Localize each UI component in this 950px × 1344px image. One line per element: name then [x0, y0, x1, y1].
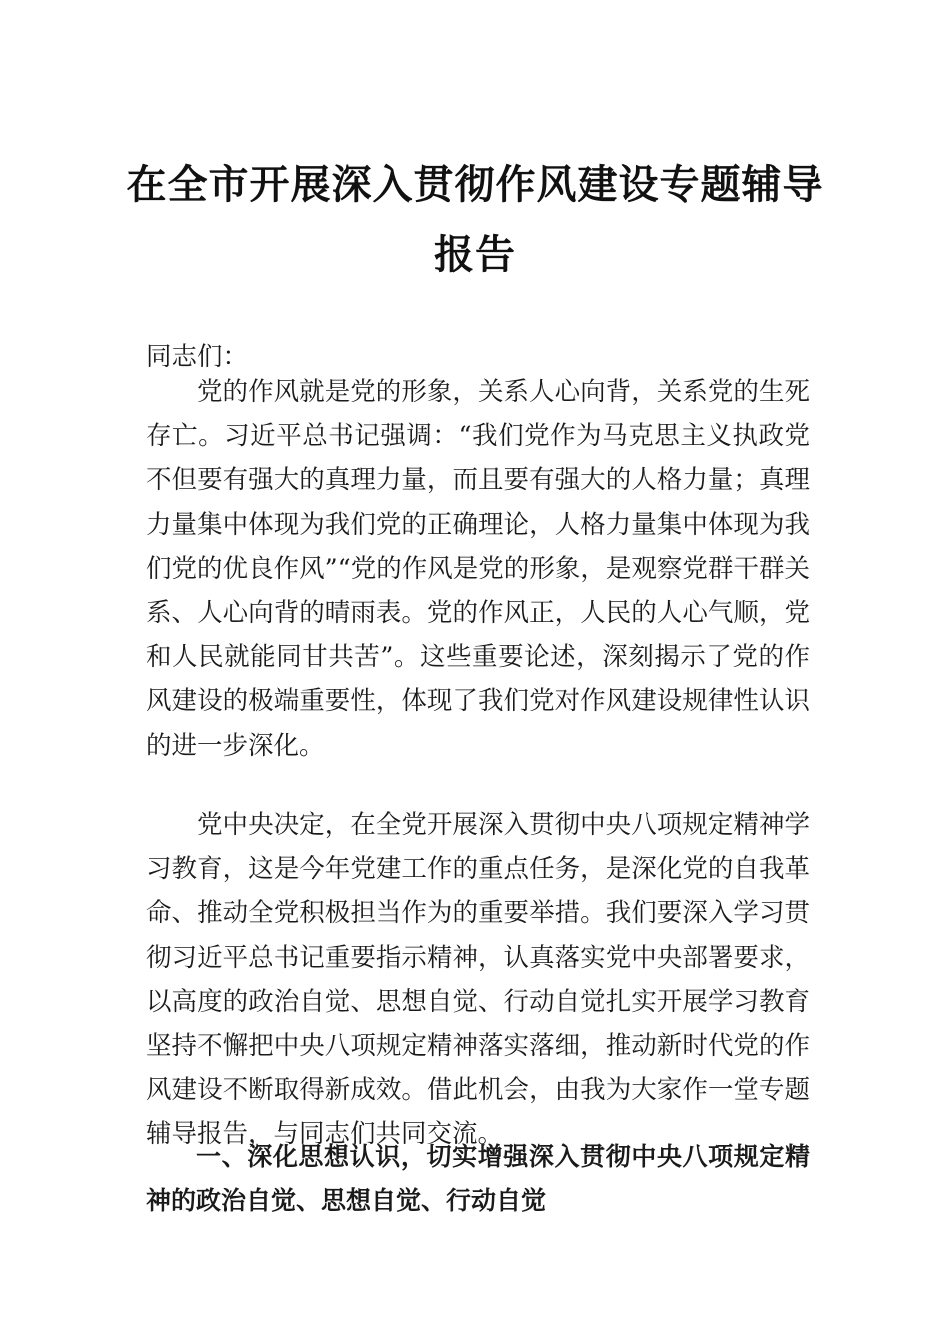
- section-heading-1: 一、深化思想认识，切实增强深入贯彻中央八项规定精神的政治自觉、思想自觉、行动自觉: [146, 1142, 810, 1216]
- paragraph-2: 党中央决定，在全党开展深入贯彻中央八项规定精神学习教育，这是今年党建工作的重点任务，是深化党的自我革命、推动全党积极担当作为的重要举措。我们要深入学习贯彻习近平总书记重要指示精神，认真落实党中央部署要求，以高度的政治自觉、思想自觉、行动自觉扎实开展学习教育坚持不懈把中央八项规定精神落实落细，推动新时代党的作风建设不断取得新成效。借此机会，由我为大家作一堂专题辅导报告，与同志们共同交流。: [146, 810, 810, 1150]
- document-title: 在全市开展深入贯彻作风建设专题辅导报告: [126, 161, 824, 278]
- paragraph-1: 党的作风就是党的形象，关系人心向背，关系党的生死存亡。习近平总书记强调：“我们党作为马克思主义执政党不但要有强大的真理力量，而且要有强大的人格力量；真理力量集中体现为我们党的正确理论，人格力量集中体现为我们党的优良作风”“党的作风是党的形象，是观察党群干群关系、人心向背的晴雨表。党的作风正，人民的人心气顺，党和人民就能同甘共苦”。这些重要论述，深刻揭示了党的作风建设的极端重要性，体现了我们党对作风建设规律性认识的进一步深化。: [146, 377, 810, 761]
- greeting: 同志们：: [146, 342, 249, 372]
